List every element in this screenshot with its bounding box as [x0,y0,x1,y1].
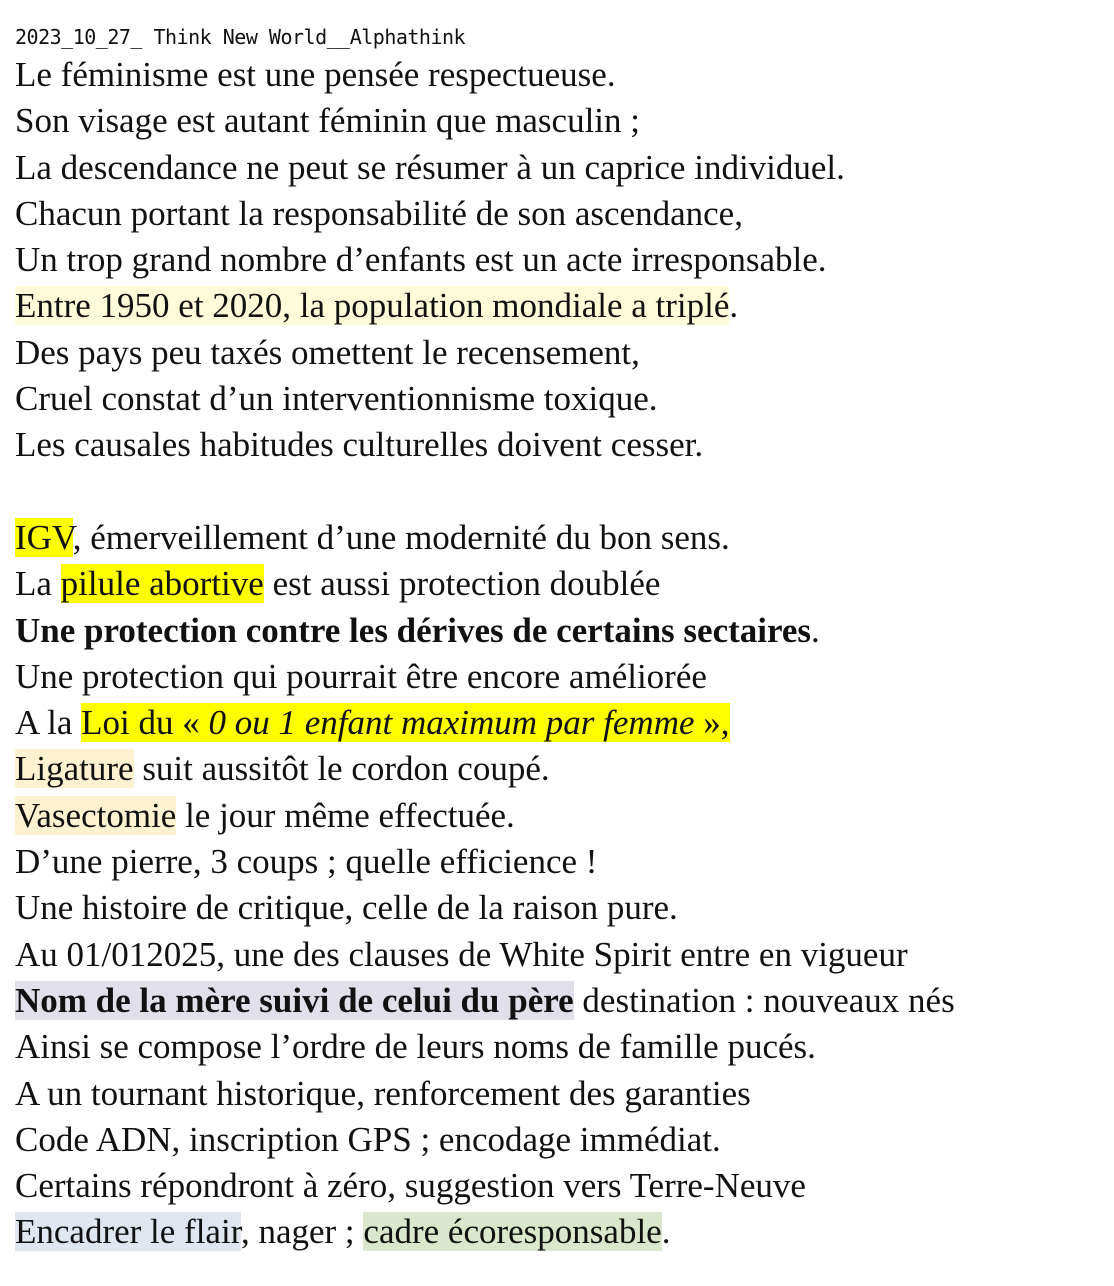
text-segment: . [729,286,739,326]
text-segment: », [694,703,730,743]
bold-highlighted-text: Nom de la mère suivi de celui du père [15,980,574,1020]
text-segment: A la [15,703,82,743]
highlighted-text: Encadrer le flair [15,1212,241,1252]
text-line: Un trop grand nombre d’enfants est un acte irresponsable. [15,240,827,280]
text-line: Code ADN, inscription GPS ; encodage immédiat. [15,1119,721,1159]
text-line: D’une pierre, 3 coups ; quelle efficience ! [15,842,598,882]
text-segment: le jour même effectuée. [176,795,515,835]
text-line: Cruel constat d’un interventionnisme toxique. [15,379,658,419]
text-segment: . [661,1212,671,1252]
text-line: Des pays peu taxés omettent le recensement, [15,332,640,372]
text-line [15,608,1110,654]
text-line [15,746,1110,792]
text-segment: destination : nouveaux nés [573,980,955,1020]
text-segment: , nager ; [240,1212,364,1252]
text-line: Chacun portant la responsabilité de son ascendance, [15,193,743,233]
text-segment: Loi du « [81,703,209,743]
highlighted-text: cadre écoresponsable [363,1212,662,1252]
text-line [15,793,1110,839]
highlighted-text: pilule abortive [60,564,264,604]
highlighted-text: IGV [15,517,73,557]
text-segment: est aussi protection doublée [263,564,661,604]
text-line [15,561,1110,607]
bold-text: Une protection contre les dérives de certains sectaires [15,610,812,650]
text-line [15,978,1110,1024]
text-line: Certains répondront à zéro, suggestion vers Terre-Neuve [15,1166,806,1206]
text-line: Au 01/012025, une des clauses de White Spirit entre en vigueur [15,934,908,974]
document-page [15,22,1110,1256]
text-segment: . [811,610,820,650]
text-line: La descendance ne peut se résumer à un caprice individuel. [15,147,845,187]
italic-text: 0 ou 1 enfant maximum par femme [208,703,695,743]
document-header: 2023_10_27_ Think New World__Alphathink [15,25,466,49]
text-line: A un tournant historique, renforcement des garanties [15,1073,751,1113]
blank-line [15,469,1110,515]
text-line [15,515,1110,561]
text-segment: La [15,564,61,604]
text-segment: , émerveillement d’une modernité du bon sens. [72,517,730,557]
text-line [15,1209,1110,1255]
text-line: Les causales habitudes culturelles doivent cesser. [15,425,704,465]
highlighted-text: Vasectomie [15,795,177,835]
highlighted-text: Entre 1950 et 2020, la population mondiale a triplé [15,286,730,326]
text-line: Le féminisme est une pensée respectueuse. [15,55,616,94]
text-line: Ainsi se compose l’ordre de leurs noms de famille pucés. [15,1027,816,1067]
text-line: Une histoire de critique, celle de la raison pure. [15,888,678,928]
text-line: Son visage est autant féminin que masculin ; [15,101,641,141]
text-line: Une protection qui pourrait être encore améliorée [15,656,707,696]
text-line [15,700,1110,746]
highlighted-text [81,703,729,742]
text-segment: suit aussitôt le cordon coupé. [133,749,550,789]
highlighted-text: Ligature [15,749,134,789]
text-line [15,283,1110,329]
